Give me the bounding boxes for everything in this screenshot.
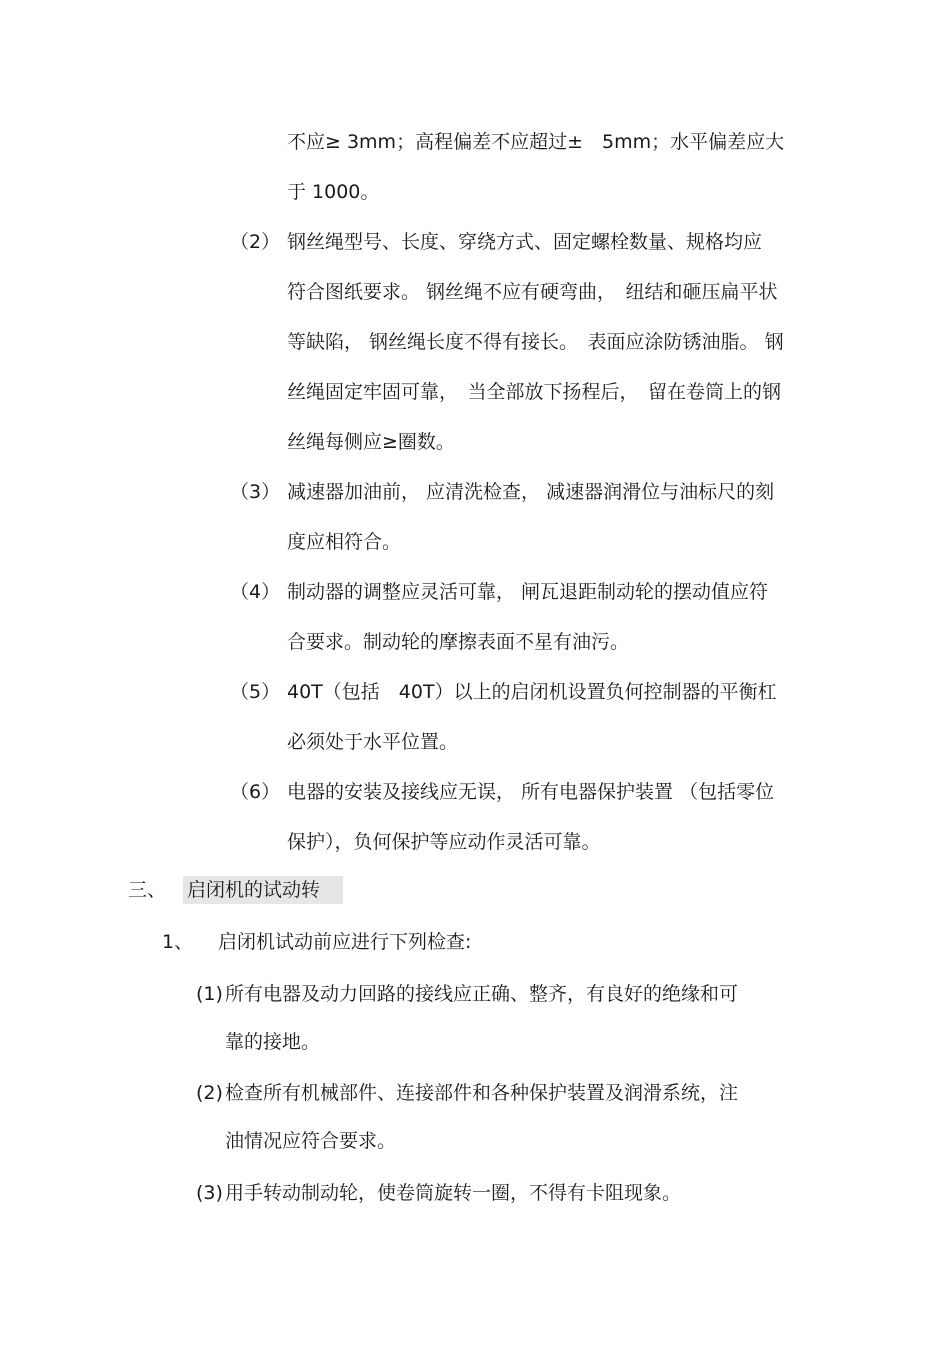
item-number: （6） (230, 781, 281, 803)
item-text-line: 必须处于水平位置。 (287, 731, 459, 753)
item-text-line: 等缺陷， 钢丝绳长度不得有接长。 表面应涂防锈油脂。 钢 (287, 331, 784, 353)
item-text-line: 度应相符合。 (287, 531, 402, 553)
section-title: 启闭机的试动转 (187, 879, 321, 901)
item-text-line: 钢丝绳型号、长度、穿绕方式、固定螺栓数量、规格均应 (287, 231, 763, 253)
check-item-number: (1) (196, 983, 223, 1005)
check-item-text-line: 用手转动制动轮，使卷筒旋转一圈，不得有卡阻现象。 (225, 1182, 682, 1204)
subsection-number: 1、 (162, 931, 194, 953)
item-number: （4） (230, 581, 281, 603)
item-number: （2） (230, 231, 281, 253)
item-text-line: 丝绳固定牢固可靠， 当全部放下扬程后， 留在卷筒上的钢 (287, 381, 782, 403)
check-item-text-line: 油情况应符合要求。 (225, 1130, 397, 1152)
item-text-line: 40T（包括 40T）以上的启闭机设置负何控制器的平衡杠 (287, 681, 777, 703)
check-item-number: (2) (196, 1082, 223, 1104)
item-text-line: 电器的安装及接线应无误， 所有电器保护装置 （包括零位 (287, 781, 775, 803)
item-text-line: 保护），负何保护等应动作灵活可靠。 (287, 831, 601, 853)
item-text-line: 丝绳每侧应≥圈数。 (287, 431, 455, 453)
item-number: （3） (230, 481, 281, 503)
check-item-text-line: 所有电器及动力回路的接线应正确、整齐，有良好的绝缘和可 (225, 983, 739, 1005)
check-item-text-line: 检查所有机械部件、连接部件和各种保护装置及润滑系统，注 (225, 1082, 739, 1104)
section-number: 三、 (128, 879, 167, 901)
item-text-line: 制动器的调整应灵活可靠， 闸瓦退距制动轮的摆动值应符 (287, 581, 769, 603)
item-text-line: 符合图纸要求。 钢丝绳不应有硬弯曲， 纽结和砸压扁平状 (287, 281, 778, 303)
subsection-title: 启闭机试动前应进行下列检查: (218, 931, 472, 953)
item-text-line: 减速器加油前， 应清洗检查， 减速器润滑位与油标尺的刻 (287, 481, 775, 503)
item-text-line: 合要求。制动轮的摩擦表面不星有油污。 (287, 631, 630, 653)
continuation-line-1: 不应≥ 3mm；高程偏差不应超过± 5mm；水平偏差应大 (287, 131, 785, 153)
continuation-line-2: 于 1000。 (287, 181, 380, 203)
item-number: （5） (230, 681, 281, 703)
check-item-text-line: 靠的接地。 (225, 1031, 321, 1053)
check-item-number: (3) (196, 1182, 223, 1204)
